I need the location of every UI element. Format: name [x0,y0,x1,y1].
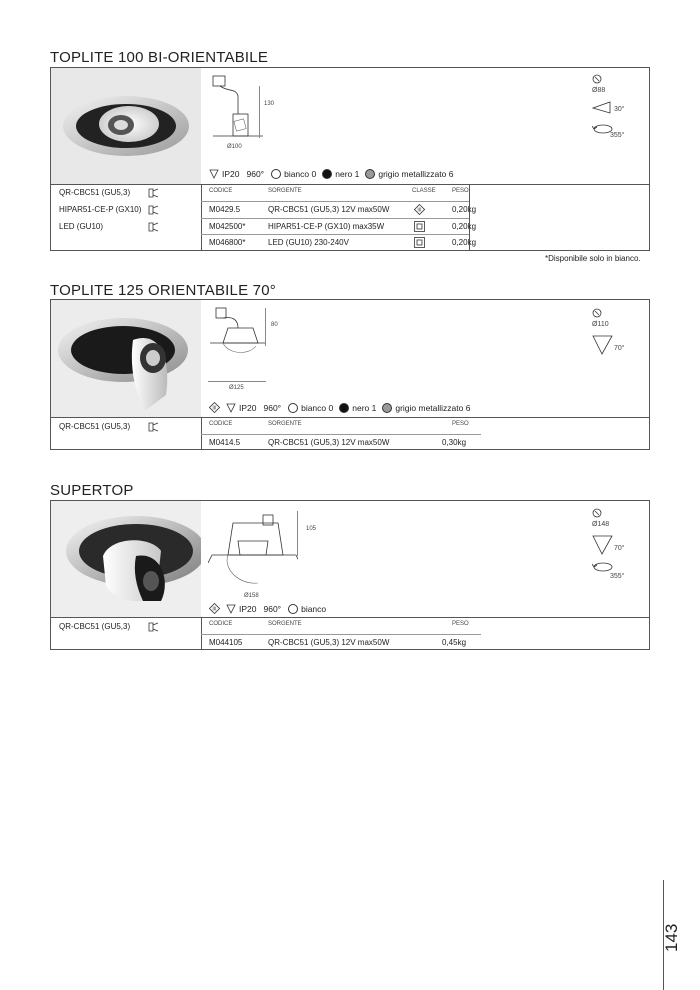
lamp-icon [148,222,160,232]
color-swatch-grey [365,169,375,179]
availability-note: *Disponibile solo in bianco. [545,254,641,263]
product-photo [51,300,201,417]
row-weight: 0,20kg [452,222,477,231]
row-source: QR-CBC51 (GU5,3) 12V max50W [268,638,390,647]
lamp-icon [148,422,160,432]
cut-hole-icon [592,74,602,84]
class-iii-icon [209,603,220,614]
header-sorgente: SORGENTE [268,621,302,627]
technical-drawing [208,513,298,588]
diameter-dimension: Ø158 [244,593,259,599]
lamp-type: QR-CBC51 (GU5,3) [59,622,131,631]
header-codice: CODICE [209,188,233,194]
f-mark-icon [209,169,219,179]
row-code: M046800* [209,238,246,247]
product-title-supertop: SUPERTOP [50,482,134,499]
rotation-label: 355° [610,132,625,139]
color-label-black: nero 1 [352,402,377,413]
product-title-toplite-100: TOPLITE 100 BI-ORIENTABILE [50,49,269,66]
cut-hole-icon [592,508,602,518]
ip-rating: IP20 [239,603,257,614]
height-dimension: 130 [264,101,275,107]
spec-line [209,603,326,614]
tilt-label: 70° [614,345,625,352]
header-classe: CLASSE [412,188,436,194]
rotation-label: 355° [610,573,625,580]
lamp-type: QR-CBC51 (GU5,3) [59,422,131,431]
row-source: HIPAR51-CE-P (GX10) max35W [268,222,385,231]
lamp-type: LED (GU10) [59,222,104,231]
row-weight: 0,20kg [452,205,477,214]
product-box-toplite-125 [50,299,650,450]
header-codice: CODICE [209,421,233,427]
lamp-icon [148,622,160,632]
technical-drawing [208,306,268,356]
header-codice: CODICE [209,621,233,627]
tilt-icon [592,101,612,115]
spec-line [209,169,453,179]
product-title-toplite-125: TOPLITE 125 ORIENTABILE 70° [50,282,276,299]
row-code: M042500* [209,222,246,231]
product-image-toplite-100 [51,68,201,184]
tilt-label: 70° [614,545,625,552]
class-ii-icon [414,237,425,248]
row-source: LED (GU10) 230-240V [268,238,349,247]
color-swatch-white [271,169,281,179]
header-peso: PESO [452,621,469,627]
color-swatch-white [288,604,298,614]
product-box-toplite-100 [50,67,650,251]
row-code: M0414.5 [209,438,241,447]
color-label-white: bianco 0 [301,402,334,413]
row-weight: 0,20kg [452,238,477,247]
row-code: M0429.5 [209,205,241,214]
f-mark-icon [226,604,236,614]
product-image-toplite-125 [51,300,201,417]
color-swatch-black [339,403,349,413]
row-source: QR-CBC51 (GU5,3) 12V max50W [268,438,390,447]
header-peso: PESO [452,188,469,194]
cut-hole-label: Ø110 [592,321,609,328]
row-weight: 0,30kg [442,438,467,447]
row-source: QR-CBC51 (GU5,3) 12V max50W [268,205,390,214]
product-box-supertop [50,500,650,650]
color-label-grey: grigio metallizzato 6 [378,169,454,179]
svg-text:III: III [417,207,422,214]
diameter-dimension: Ø100 [227,144,242,150]
lamp-icon [148,188,160,198]
spec-line [209,402,470,413]
tilt-icon [592,534,614,556]
class-ii-icon [414,221,425,232]
cut-hole-icon [592,308,602,318]
color-label-white: bianco [301,603,327,614]
tilt-icon [592,334,614,356]
tilt-label: 30° [614,106,625,113]
height-dimension: 80 [271,322,278,328]
product-photo [51,68,201,184]
class-iii-icon [414,204,425,215]
color-swatch-grey [382,403,392,413]
color-label-black: nero 1 [335,169,360,179]
lamp-type: QR-CBC51 (GU5,3) [59,188,131,197]
product-photo [51,501,201,617]
svg-text:III: III [212,405,217,412]
lamp-type: HIPAR51-CE-P (GX10) [59,205,142,214]
cut-hole-label: Ø88 [592,87,606,94]
product-image-supertop [51,501,201,617]
color-swatch-white [288,403,298,413]
ip-rating: IP20 [222,169,240,179]
ip-rating: IP20 [239,402,257,413]
color-label-grey: grigio metallizzato 6 [395,402,471,413]
cut-hole-label: Ø148 [592,521,610,528]
glow-wire-temp: 960° [246,169,265,179]
glow-wire-temp: 960° [263,603,282,614]
diameter-dimension: Ø125 [229,385,244,391]
class-iii-icon [209,402,220,413]
header-sorgente: SORGENTE [268,421,302,427]
glow-wire-temp: 960° [263,402,282,413]
row-code: M044105 [209,638,243,647]
header-sorgente: SORGENTE [268,188,302,194]
color-label-white: bianco 0 [284,169,317,179]
page-number: 143 [662,923,681,952]
height-dimension: 105 [306,526,317,532]
row-weight: 0,45kg [442,638,467,647]
f-mark-icon [226,403,236,413]
svg-text:III: III [212,606,217,613]
lamp-icon [148,205,160,215]
rotation-icon [592,561,614,573]
header-peso: PESO [452,421,469,427]
color-swatch-black [322,169,332,179]
